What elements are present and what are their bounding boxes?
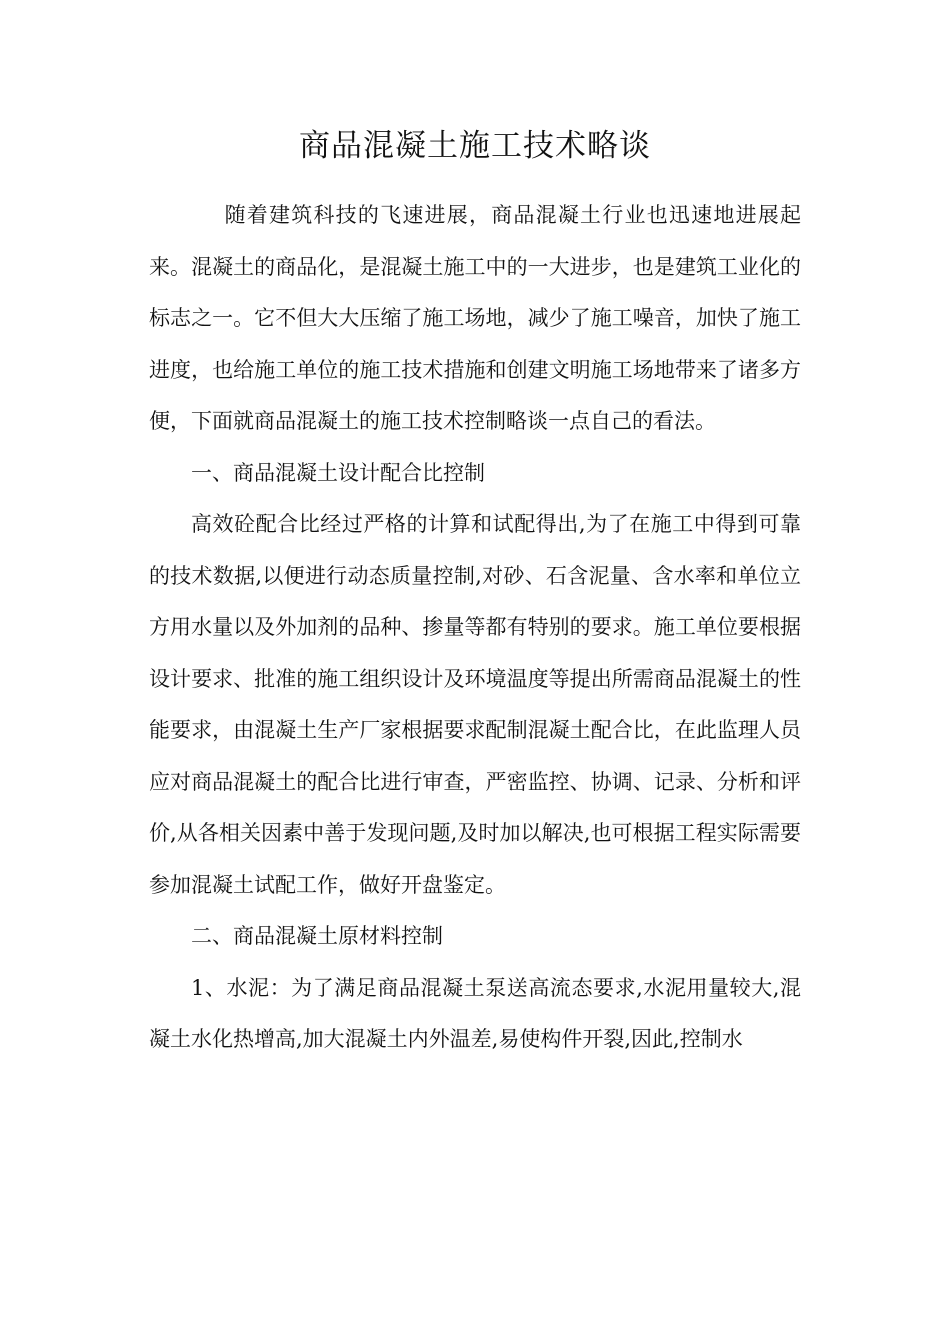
intro-paragraph: 随着建筑科技的飞速进展，商品混凝土行业也迅速地进展起来。混凝土的商品化，是混凝土施工中的一大进步，也是建筑工业化的标志之一。它不但大大压缩了施工场地，减少了施工噪音，加快了施工进度，也给施工单位的施工技术措施和创建文明施工场地带来了诸多方便，下面就商品混凝土的施工技术控制略谈一点自己的看法。 [149, 203, 801, 433]
section-2-item-1-paragraph: 1、水泥：为了满足商品混凝土泵送高流态要求,水泥用量较大,混凝土水化热增高,加大混凝土内外温差,易使构件开裂,因此,控制水 [149, 975, 801, 1051]
section-2-heading: 二、商品混凝土原材料控制 [191, 924, 443, 948]
section-1-heading: 一、商品混凝土设计配合比控制 [191, 460, 485, 485]
document-title: 商品混凝土施工技术略谈 [299, 128, 651, 164]
section-1-paragraph: 高效砼配合比经过严格的计算和试配得出,为了在施工中得到可靠的技术数据,以便进行动态质量控制,对砂、石含泥量、含水率和单位立方用水量以及外加剂的品种、掺量等都有特别的要求。施工单位要根据设计要求、批准的施工组织设计及环境温度等提出所需商品混凝土的性能要求，由混凝土生产厂家根据要求配制混凝土配合比，在此监理人员应对商品混凝土的配合比进行审查，严密监控、协调、记录、分析和评价,从各相关因素中善于发现问题,及时加以解决,也可根据工程实际需要参加混凝土试配工作，做好开盘鉴定。 [149, 512, 801, 897]
document-body [149, 190, 801, 1066]
